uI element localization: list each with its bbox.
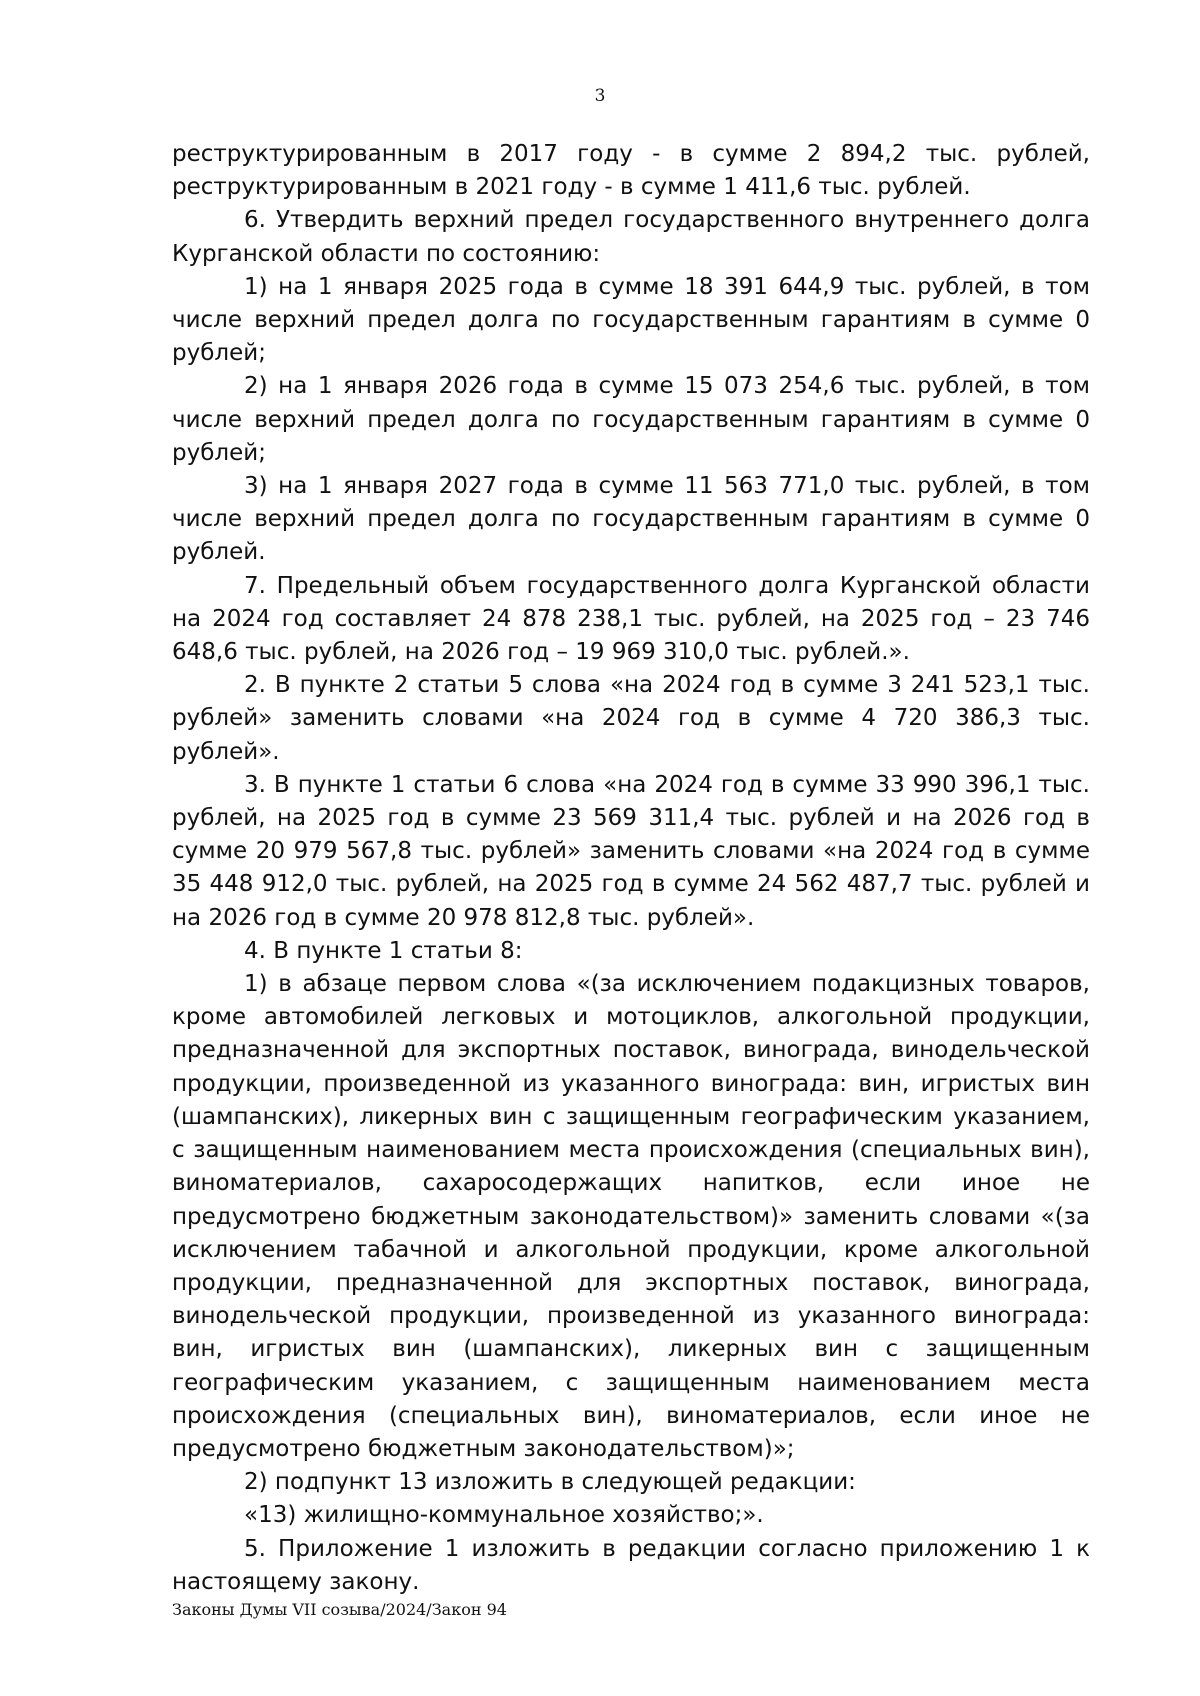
paragraph-point-3: 3. В пункте 1 статьи 6 слова «на 2024 год в сумме 33 990 396,1 тыс. рублей, на 2025 год в сумме 23 569 311,4 тыс. рублей и на 2026 год в сумме 20 979 567,8 тыс. рублей» заменить словами «на 2024 год в сумме 35 448 912,0 тыс. рублей, на 2025 год в сумме 24 562 487,7 тыс. рублей и на 2026 год в сумме 20 978 812,8 тыс. рублей».: [172, 771, 1090, 931]
paragraph-point-4-subitem-2: 2) подпункт 13 изложить в следующей редакции:: [244, 1469, 856, 1496]
paragraph-point-2: 2. В пункте 2 статьи 5 слова «на 2024 год в сумме 3 241 523,1 тыс. рублей» заменить словами «на 2024 год в сумме 4 720 386,3 тыс. рублей».: [172, 672, 1090, 765]
paragraph-item-7: 7. Предельный объем государственного долга Курганской области на 2024 год составляет 24 878 238,1 тыс. рублей, на 2025 год – 23 746 648,6 тыс. рублей, на 2026 год – 19 969 310,0 тыс. рублей.».: [172, 572, 1090, 666]
paragraph-subitem-1-2025: 1) на 1 января 2025 года в сумме 18 391 644,9 тыс. рублей, в том числе верхний предел долга по государственным гарантиям в сумме 0 рублей;: [172, 273, 1090, 367]
page-number: 3: [594, 86, 606, 106]
document-body: [172, 138, 1090, 1599]
paragraph-item-6: 6. Утвердить верхний предел государственного внутреннего долга Курганской области по состоянию:: [172, 207, 1090, 267]
paragraph-point-4-subitem-1: 1) в абзаце первом слова «(за исключением подакцизных товаров, кроме автомобилей легковых и мотоциклов, алкогольной продукции, предназначенной для экспортных поставок, винограда, винодельческой продукции, произведенной из указанного винограда: вин, игристых вин (шампанских), ликерных вин с защищенным географическим указанием, с защищенным наименованием места происхождения (специальных вин), виноматериалов, сахаросодержащих напитков, если иное не предусмотрено бюджетным законодательством)» заменить словами «(за исключением табачной и алкогольной продукции, кроме алкогольной продукции, предназначенной для экспортных поставок, винограда, винодельческой продукции, произведенной из указанного винограда: вин, игристых вин (шампанских), ликерных вин с защищенным географическим указанием, с защищенным наименованием места происхождения (специальных вин), виноматериалов, если иное не предусмотрено бюджетным законодательством)»;: [172, 971, 1090, 1462]
paragraph-subitem-2-2026: 2) на 1 января 2026 года в сумме 15 073 254,6 тыс. рублей, в том числе верхний предел долга по государственным гарантиям в сумме 0 рублей;: [172, 373, 1090, 466]
paragraph-point-5: 5. Приложение 1 изложить в редакции согласно приложению 1 к настоящему закону.: [172, 1535, 1090, 1595]
paragraph-subitem-3-2027: 3) на 1 января 2027 года в сумме 11 563 771,0 тыс. рублей, в том числе верхний предел долга по государственным гарантиям в сумме 0 рублей.: [172, 473, 1090, 566]
paragraph-point-4: 4. В пункте 1 статьи 8:: [244, 937, 523, 964]
paragraph-debt-restructuring-tail: реструктурированным в 2017 году - в сумме 2 894,2 тыс. рублей, реструктурированным в 2021 году - в сумме 1 411,6 тыс. рублей.: [172, 141, 1090, 201]
footer-note: Законы Думы VII созыва/2024/Закон 94: [172, 1600, 507, 1619]
paragraph-subitem-13-text: «13) жилищно-коммунальное хозяйство;».: [244, 1502, 764, 1529]
